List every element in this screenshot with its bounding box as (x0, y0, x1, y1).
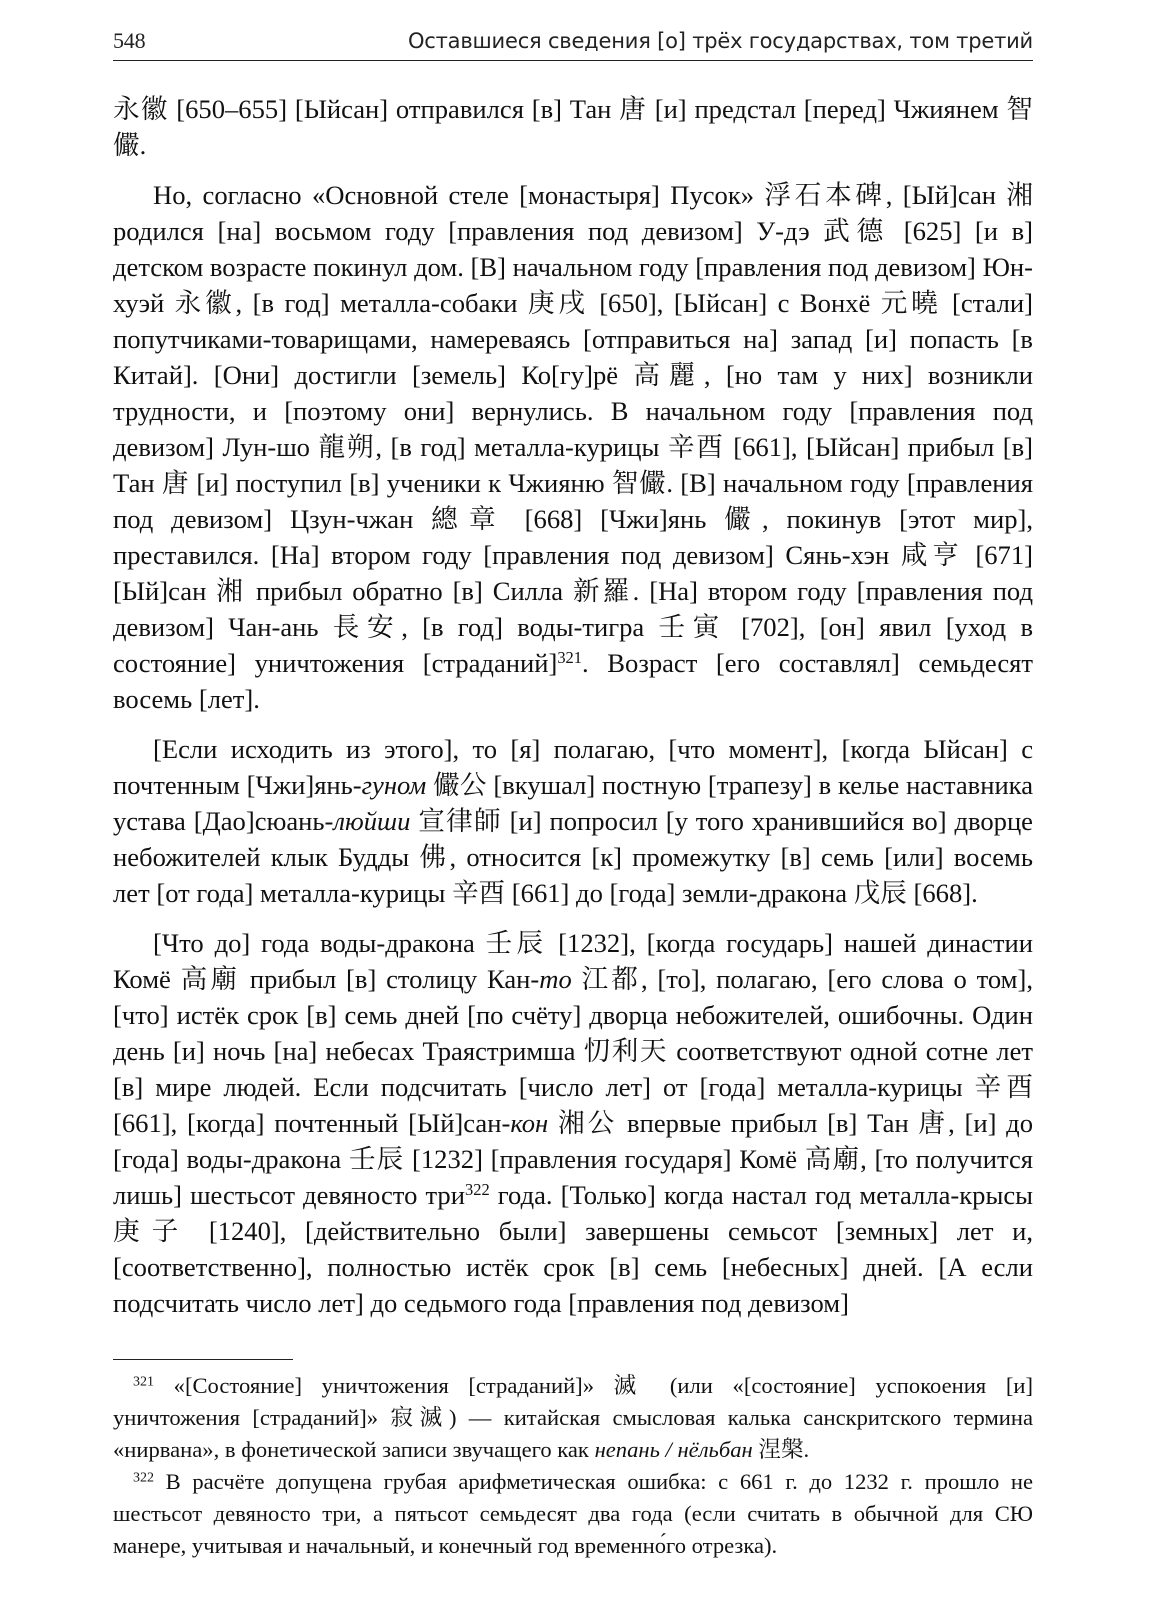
paragraph-4-text-mid2: 湘公 впервые прибыл [в] Тан 唐, [и] до [года] воды-дракона 壬辰 [1232] [правления государя] Комё 高廟, [то получится лишь] шестьсот девяносто три (113, 1108, 1033, 1210)
paragraph-3-text-mid: 儼公 [вкушал] постную [трапезу] в келье наставника устава [Дао]сюань- (113, 770, 1034, 836)
paragraph-1-text: 永徽 [650–655] [Ыйсан] отправился [в] Тан 唐 [и] предстал [перед] Чжиянем 智儼. (113, 94, 1033, 160)
italic-term-to: то (539, 964, 572, 994)
paragraph-3-text-end: 宣律師 [и] попросил [у того хранившийся во] дворце небожителей клык Будды 佛, относится [к] промежутку [в] семь [или] восемь лет [от года] металла-курицы 辛酉 [661] до [года] земли-дракона 戊辰 [668]. (113, 806, 1033, 908)
footnote-divider (113, 1359, 293, 1360)
book-page (113, 28, 1033, 1562)
footnote-322-text: В расчёте допущена грубая арифметическая ошибка: с 661 г. до 1232 г. прошло не шестьсот девяносто три, а пятьсот семьдесят два года (если считать в обычной для СЮ манере, учитывая и начальный, и конечный год временно́го отрезка). (113, 1469, 1033, 1558)
paragraph-2-text: Но, согласно «Основной стеле [монастыря] Пусок» 浮石本碑, [Ый]сан 湘 родился [на] восьмом году [правления под девизом] У-дэ 武德 [625] [и в] детском возрасте покинул дом. [В] начальном году [правления под девизом] Юн-хуэй 永徽, [в год] металла-собаки 庚戌 [650], [Ыйсан] с Вонхё 元曉 [стали] попутчиками-товарищами, намереваясь [отправиться на] запад [и] попасть [в Китай]. [Они] достигли [земель] Ко[гу]рё 高麗, [но там у них] возникли трудности, и [поэтому они] вернулись. В начальном году [правления под девизом] Лун-шо 龍朔, [в год] металла-курицы 辛酉 [661], [Ыйсан] прибыл [в] Тан 唐 [и] поступил [в] ученики к Чжияню 智儼. [В] начальном году [правления под девизом] Цзун-чжан 總章 [668] [Чжи]янь 儼, покинув [этот мир], преставился. [На] втором году [правления под девизом] Сянь-хэн 咸亨 [671] [Ый]сан 湘 прибыл обратно [в] Силла 新羅. [На] втором году [правления под девизом] Чан-ань 長安, [в год] воды-тигра 壬寅 [702], [он] явил [уход в состояние] уничтожения [страданий] (113, 180, 1033, 678)
italic-term-gun: гуном (361, 770, 427, 800)
footnote-321-text-end: 涅槃. (752, 1437, 810, 1462)
paragraph-4-text-mid: 江都, [то], полагаю, [его слова о том], [что] истёк срок [в] семь дней [по счёту] дворца небожителей, ошибочны. Один день [и] ночь [на] небесах Траястримша 忉利天 соответствуют одной сотне лет [в] мире людей. Если подсчитать [число лет] от [года] металла-курицы 辛酉 [661], [когда] почтенный [Ый]сан- (113, 964, 1034, 1138)
footnote-ref-321[interactable]: 321 (557, 647, 583, 667)
footnote-321 (113, 1370, 1033, 1466)
footnote-number-321: 321 (133, 1374, 154, 1390)
running-title: Оставшиеся сведения [о] трёх государствах, том третий (407, 29, 1033, 53)
paragraph-3 (113, 731, 1033, 911)
footnote-321-italic: непань / нёльбан (594, 1437, 753, 1462)
paragraph-1 (113, 91, 1033, 163)
italic-term-kon: кон (510, 1108, 549, 1138)
paragraph-4-text-end: года. [Только] когда настал год металла-крысы 庚子 [1240], [действительно были] завершены семьсот [земных] лет и, [соответственно], полностью истёк срок [в] семь [небесных] дней. [А если подсчитать число лет] до седьмого года [правления под девизом] (113, 1180, 1034, 1318)
footnote-321-text: «[Состояние] уничтожения [страданий]» 滅 (или «[состояние] успокоения [и] уничтожения [страданий]» 寂滅) — китайская смысловая калька санскритского термина «нирвана», в фонетической записи звучащего как (113, 1373, 1033, 1462)
paragraph-2 (113, 177, 1033, 717)
paragraph-4 (113, 925, 1033, 1321)
paragraph-2-text-end: . Возраст [его составлял] семьдесят восемь [лет]. (113, 648, 1033, 714)
page-number: 548 (113, 28, 146, 53)
footnote-number-322: 322 (133, 1470, 154, 1486)
main-text (113, 91, 1033, 1321)
running-header (113, 28, 1033, 61)
paragraph-3-text: [Если исходить из этого], то [я] полагаю, [что момент], [когда Ыйсан] с почтенным [Чжи]янь- (113, 734, 1033, 800)
italic-term-lyuishi: люйши (333, 806, 411, 836)
paragraph-4-text: [Что до] года воды-дракона 壬辰 [1232], [когда государь] нашей династии Комё 高廟 прибыл [в] столицу Кан- (113, 928, 1033, 994)
footnotes (113, 1370, 1033, 1562)
footnote-322 (113, 1466, 1033, 1562)
footnote-ref-322[interactable]: 322 (464, 1179, 490, 1199)
